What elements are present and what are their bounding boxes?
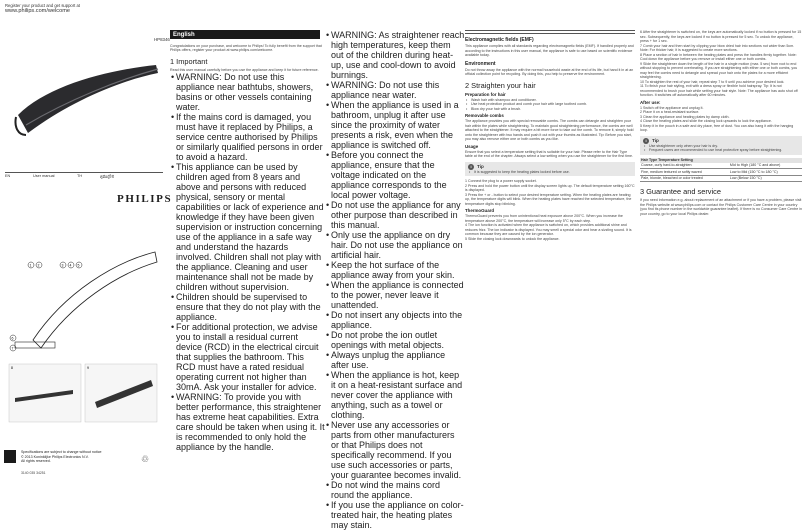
register-block <box>5 3 80 15</box>
diagram-main-device <box>33 252 157 348</box>
table-title: Hair Type Temperature Setting <box>640 158 802 163</box>
guarantee-text: If you need information e.g. about replacement of an attachment or if you have a problem, please visit the Philips website at www.philips.com or contact the Philips Customer Care Centre in your country (you find its phone number in the worldwide guarantee leaflet). If there is no Consumer Care Centre in your country, go to your local Philips dealer. <box>640 198 802 216</box>
warnings-list-continued <box>325 30 465 530</box>
register-line: Register your product and get support at <box>5 3 80 8</box>
step-item: 5 Keep it in the pouch in a safe and dry place, free of dust. You can also hang it with the hanging loop. <box>640 123 794 132</box>
list-item: • Keep the hot surface of the appliance away from your skin. <box>325 260 465 280</box>
list-item: • Always unplug the appliance after use. <box>325 350 465 370</box>
step-item: 4 Close the heating plates and slide the closing lock upwards to lock the appliance. <box>640 119 772 123</box>
table-cell: Coarse, curly hard-to-straighten <box>640 163 729 169</box>
step-item: 4 The ion function is activated when the appliance is switched on, which provides additional shine and reduces frizz. The ion indicator is displayed. You may smell a special odor and hear a sizzling sound. It is common because they are caused by the ion generator. <box>465 223 632 236</box>
table-row <box>640 175 802 181</box>
steps-list-continued <box>640 30 802 98</box>
usage-heading: Usage <box>465 143 479 149</box>
philips-shield-icon <box>4 450 16 463</box>
header-rule <box>465 30 635 34</box>
tip-icon: i <box>643 138 649 144</box>
list-item: • WARNING: Do not use this appliance near water. <box>325 80 465 100</box>
list-item: • Blow dry your hair with a brush. <box>465 107 635 112</box>
tip-item: • Frequent users are recommended to use heat protective spray before straightening. <box>643 148 799 153</box>
tip-item: • Use straightener only when your hair is dry. <box>643 144 799 149</box>
steps-list <box>465 179 635 206</box>
step-item: 8 Place a section of hair in between the heating plates and press the handles firmly together. Note: Cool down the appliance before you remove or install either one or both combs. <box>640 52 797 61</box>
section-guarantee-heading: 3 Guarantee and service <box>640 187 721 197</box>
removable-combs-heading: Removable combs <box>465 113 504 118</box>
list-item: • Only use the appliance on dry hair. Do not use the appliance on artificial hair. <box>325 230 465 260</box>
step-item: 2 Press and hold the power button until the display screen lights up. The default temperature setting 160°C is displayed. <box>465 183 635 192</box>
spec-block <box>21 450 102 464</box>
list-item: • If the mains cord is damaged, you must have it replaced by Philips, a service centre authorised by Philips or similarly qualified persons in order to avoid a hazard. <box>170 112 325 162</box>
after-use-list <box>640 106 802 133</box>
list-item: • Children should be supervised to ensure that they do not play with the appliance. <box>170 292 325 322</box>
thermoguard-text: ThermoGuard prevents you from unintentional heat exposure above 200°C. When you increase the temperature above 200°C, the temperature will increase only 5°C by each step. <box>465 214 623 223</box>
lang-code-en: EN <box>5 174 11 178</box>
tip-box <box>465 162 635 177</box>
register-url[interactable]: www.philips.com/welcome <box>5 8 70 14</box>
table-cell: Fine, medium textured or softly waved <box>640 169 729 175</box>
list-item: • When the appliance is hot, keep it on a heat-resistant surface and never cover the appliance with anything, such as a towel or clothing. <box>325 370 465 420</box>
table-cell: Mid to High (180 °C and above) <box>729 163 802 169</box>
spec-line-1: Specifications are subject to change without notice <box>21 450 102 454</box>
tip-title: Tip <box>477 164 484 169</box>
prep-heading: Preparation for hair <box>465 91 506 97</box>
model-number: HP8346 <box>154 37 170 42</box>
language-tab: English <box>170 30 320 39</box>
philips-logo: PHILIPS <box>117 193 173 205</box>
tip-item: • It is suggested to keep the heating plates locked before use. <box>468 170 632 175</box>
prep-list <box>465 98 635 112</box>
step-item: 7 Comb your hair and then start by clipping your blow dried hair into sections not wider than 5cm. <box>640 43 795 48</box>
list-item: • This appliance can be used by children aged from 8 years and above and persons with reduced physical, sensory or mental capabilities or lack of experience and knowledge if they have been given supervision or instruction concerning use of the appliance in a safe way and understand the hazards involved. Children shall not play with the appliance. Cleaning and user maintenance shall not be made by children without supervision. <box>170 162 325 292</box>
tip-icon: i <box>468 164 474 170</box>
list-item: • WARNING: As straightener reach high temperatures, keep them out of the children during heat-up, use and cool-down to avoid burnings. <box>325 30 465 80</box>
steps-list-more <box>465 223 635 241</box>
step-item: 5 Slide the closing lock downwards to unlock the appliance. <box>465 236 560 241</box>
hair-type-table <box>640 158 802 183</box>
straightener-illustration <box>8 55 163 165</box>
lang-label-en: User manual <box>33 174 55 178</box>
list-item: • WARNING: Do not use this appliance near bathtubs, showers, basins or other vessels containing water. <box>170 72 325 112</box>
language-bar <box>5 172 163 179</box>
table-cell: Low to Mid (150 °C to 180 °C) <box>729 169 802 175</box>
recycle-icon: ♲ <box>141 454 150 464</box>
step-item: 11 To finish your hair styling, exit with a dress spray or flexible hold hairspray. Tip: It is not recommended to brush your hair while setting your hair style. Note: The appliance has auto shut off function. It switches off automatically after 60 minutes. <box>640 84 798 97</box>
diagram-label-4: 4 <box>69 263 72 268</box>
spec-line-3: All rights reserved. <box>21 459 51 464</box>
diagram-label-8: 8 <box>11 366 13 370</box>
diagram-label-3: 3 <box>61 263 64 268</box>
step-item: 3 Press the + or - button to select your desired temperature setting. When the heating plates are heating up, the temperature digits will blink. When the heating plates have reached the selected temperature, the temperature digits stop blinking. <box>465 192 632 206</box>
diagram-label-7: 7 <box>11 346 14 351</box>
list-item: • For additional protection, we advise you to install a residual current device (RCD) in the electrical circuit that supplies the bathroom. This RCD must have a rated residual operating current not higher than 30mA. Ask your installer for advice. <box>170 322 325 392</box>
diagram-label-2: 2 <box>37 263 40 268</box>
step-item: 1 Switch off the appliance and unplug it. <box>640 105 704 110</box>
list-item: • Never use any accessories or parts from other manufacturers or that Philips does not specifically recommend. If you use such accessories or parts, your guarantee becomes invalid. <box>325 420 465 480</box>
step-item: 1 Connect the plug to a power supply socket. <box>465 179 537 183</box>
table-cell: Low (Below 150 °C) <box>729 175 802 181</box>
lang-code-th: TH <box>77 174 83 178</box>
emf-text: This appliance complies with all standards regarding electromagnetic fields (EMF). If handled properly and according to the instructions in this user manual, the appliance is safe to use based on scientific evidence available today. <box>465 44 634 57</box>
usage-text: Ensure that you select a temperature setting that is suitable for your hair. Please refer to the Hair Type table at the end of the chapter. Always select a low setting when you use the straightener for the first time. <box>465 149 634 158</box>
environment-heading: Environment <box>465 60 496 67</box>
step-item: 10 To straighten the rest of your hair, repeat step 7 to 9 until you achieve your desired look. <box>640 79 785 84</box>
step-item: 3 Clean the appliance and heating plates by damp cloth. <box>640 114 730 119</box>
diagram-label-5: 5 <box>77 263 80 268</box>
removable-combs-text: The appliance provides you with special removable combs. The combs can detangle and straighten your hair within the plates while straightening. To maintain good straightening performance, the combs are well attached to the straightener. It may require a bit more force to take out the comb. To remove it, simply hold onto the straightener with two hands and push it out with your thumbs as illustrated. Tip: Before you start, you may also remove either one or both combs as you like. <box>465 119 634 141</box>
intro-text: Congratulations on your purchase, and welcome to Philips! To fully benefit from the support that Philips offers, register your product at www.philips.com/welcome. <box>170 43 322 52</box>
diagram-label-1: 1 <box>29 263 32 268</box>
list-item: • Do not insert any objects into the appliance. <box>325 310 465 330</box>
spec-line-2: © 2013 Koninklijke Philips Electronics N.V. <box>21 454 89 459</box>
list-item: • If you use the appliance on color-treated hair, the heating plates may stain. <box>325 500 465 530</box>
lang-label-th: คู่มือผู้ใช้ <box>100 175 114 179</box>
step-item: 9 Slide the straightener down the length of the hair in a single motion (max. 5 sec) from root to end without stopping to prevent overheating. If you are straightening with either one or both combs, you may feel the combs need to detangle and spread your hair onto the plates for a more efficient straightening. <box>640 61 798 79</box>
thermoguard-heading: ThermoGuard <box>465 208 495 213</box>
english-column-4 <box>640 0 802 478</box>
list-item: • Use heat protection product and comb your hair with large toothed comb. <box>465 102 635 107</box>
list-item: • WARNING: To provide you with better performance, this straightener has extreme heat capabilities. Extra care should be taken when using it. It is recommended to only hold the appliance by the handle. <box>170 392 325 452</box>
environment-text: Do not throw away the appliance with the normal household waste at the end of its life, but hand it in at an official collection point for recycling. By doing this, you help to preserve the environment. <box>465 67 634 76</box>
step-item: 6 After the straightener is switched on, the keys are automatically locked if no button is pressed for 15 sec. Subsequently, the keys are locked if no button is pressed for 5 sec. To unlock the appliance, press + for 1 sec. <box>640 30 802 43</box>
cover-column <box>0 0 173 478</box>
step-item: Note: For thicker hair, it is suggested to create more sections. <box>640 48 738 52</box>
step-item: 2 Place it on a heat-resistant surface. <box>640 110 700 114</box>
list-item: • Do not probe the ion outlet openings with metal objects. <box>325 330 465 350</box>
read-note: Read this user manual carefully before you use the appliance and keep it for future reference. <box>170 67 319 72</box>
list-item: • Do not wind the mains cord round the appliance. <box>325 480 465 500</box>
section-important-heading: 1 Important <box>170 56 208 66</box>
list-item: • When the appliance is connected to the power, never leave it unattended. <box>325 280 465 310</box>
table-cell: Pale, blonde, bleached or color treated <box>640 175 729 181</box>
tip-title: Tip <box>652 138 659 143</box>
after-use-heading: After use: <box>640 99 661 105</box>
list-item: • When the appliance is used in a bathroom, unplug it after use since the proximity of water presents a risk, even when the appliance is switched off. <box>325 100 465 150</box>
warnings-list <box>170 72 325 452</box>
document-code: 3140 035 34251 <box>21 471 46 475</box>
english-column-3 <box>465 0 635 478</box>
list-item: • Do not use the appliance for any other purpose than described in this manual. <box>325 200 465 230</box>
english-column-2 <box>325 0 465 530</box>
parts-diagram <box>5 222 163 444</box>
section-straighten-heading: 2 Straighten your hair <box>465 80 536 90</box>
list-item: • Before you connect the appliance, ensure that the voltage indicated on the appliance corresponds to the local power voltage. <box>325 150 465 200</box>
diagram-plate-shape <box>15 342 55 348</box>
english-column-1 <box>170 0 325 478</box>
emf-heading: Electromagnetic fields (EMF) <box>465 37 534 43</box>
diagram-label-9: 9 <box>87 366 89 370</box>
tip-box-2 <box>640 136 802 155</box>
diagram-label-6: 6 <box>11 336 14 341</box>
list-item: • Wash hair with shampoo and conditioner. <box>465 98 635 103</box>
